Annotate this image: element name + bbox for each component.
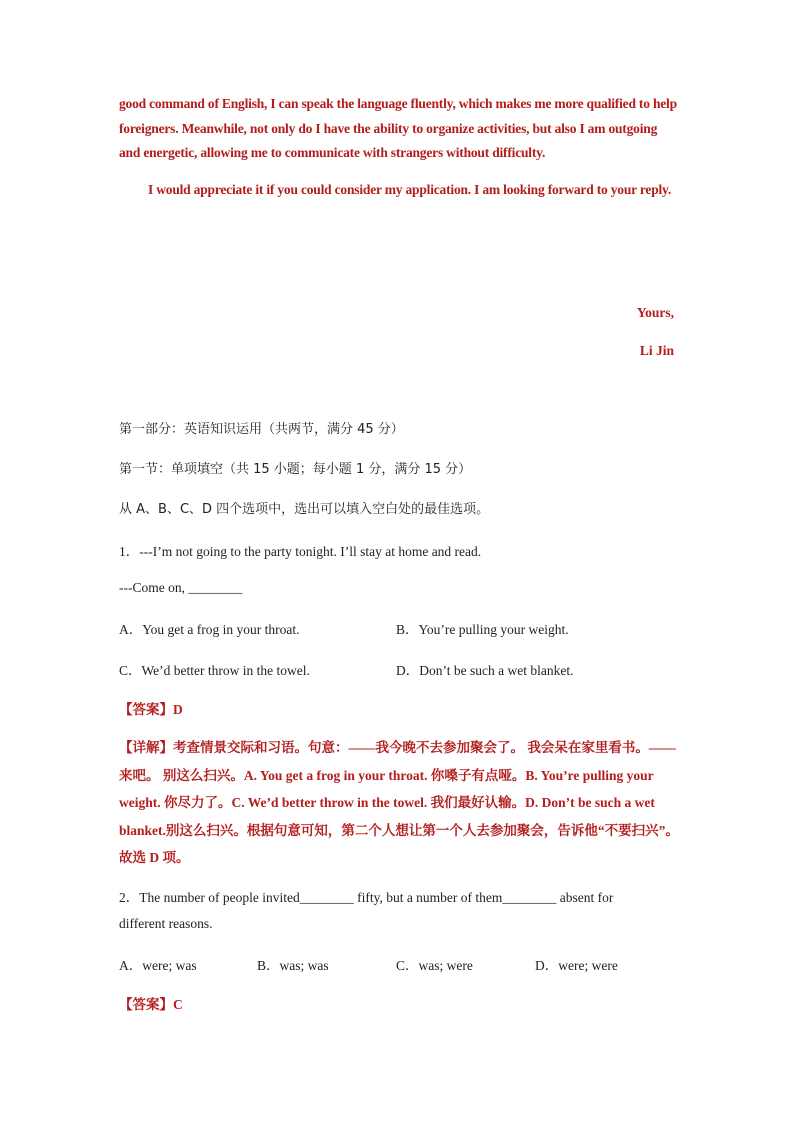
part-title: 第一部分：英语知识运用（共两节，满分 45 分） [119,422,404,437]
essay-paragraph-2: I would appreciate it if you could consider my application. I am looking forward to your reply. [148,181,672,197]
q1-answer: 【答案】D [119,702,183,717]
q2-option-b: B．was; was [257,958,329,973]
essay-body [119,92,679,202]
q1-option-a: A．You get a frog in your throat. [119,622,300,637]
q2-option-c: C．was; were [396,958,473,973]
q1-option-d: D．Don’t be such a wet blanket. [396,663,574,678]
q2-stem: 2．The number of people invited________ fifty, but a number of them________ absent for different reasons. [119,890,614,931]
essay-closing: Yours, [636,305,674,320]
section-title: 第一节：单项填空（共 15 小题；每小题 1 分，满分 15 分） [119,462,472,477]
q1-stem-line-1: 1．---I’m not going to the party tonight. I’ll stay at home and read. [119,544,482,559]
q2-option-a: A．were; was [119,958,197,973]
q1-detail-text: 【详解】考查情景交际和习语。句意：——我今晚不去参加聚会了。 我会呆在家里看书。——来吧。 别这么扫兴。A. You get a frog in your throat. 你嗓子有点哑。B. You’re pulling your weight. 你尽力了。C. We’d better throw in the towel. 我们最好认输。D. Don’t be such a wet blanket.别这么扫兴。根据句意可知，第二个人想让第一个人去参加聚会，告诉他“不要扫兴”。故选 D 项。 [119,740,679,865]
essay-signature: Li Jin [639,343,674,358]
essay-paragraph-1: good command of English, I can speak the language fluently, which makes me more qualified to help foreigners. Meanwhile, not only do I have the ability to organize activities, but also I am outgoing and energetic, allowing me to communicate with strangers without difficulty. [119,96,677,160]
q1-option-c: C．We’d better throw in the towel. [119,663,310,678]
q2-answer: 【答案】C [119,997,183,1012]
q1-stem-line-2: ---Come on, ________ [119,580,243,595]
q1-detail [119,734,679,872]
q2-option-d: D．were; were [535,958,618,973]
instruction-text: 从 A、B、C、D 四个选项中，选出可以填入空白处的最佳选项。 [119,502,490,517]
q1-option-b: B．You’re pulling your weight. [396,622,569,637]
